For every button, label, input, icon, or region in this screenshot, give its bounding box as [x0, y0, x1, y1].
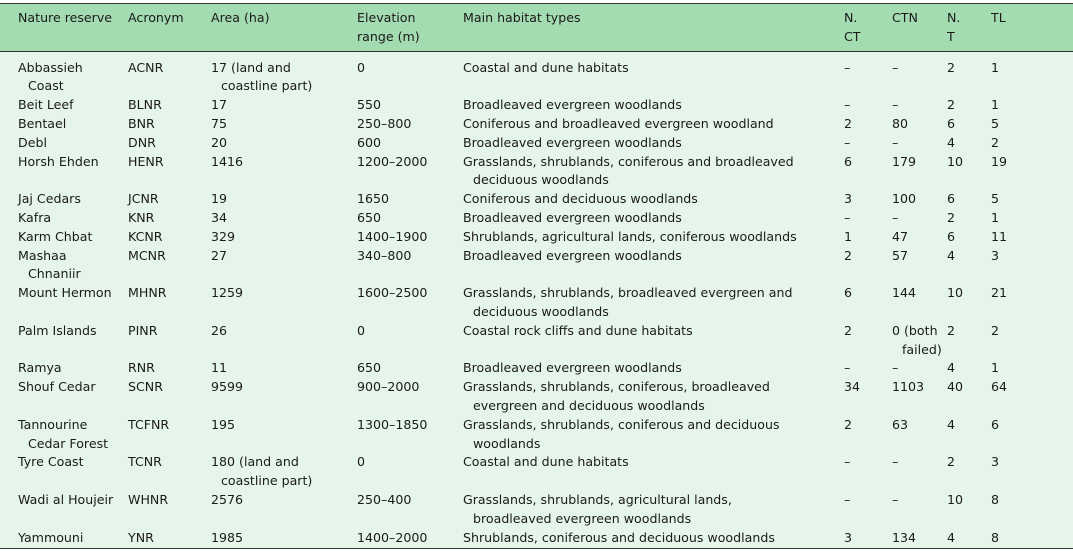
table-row: [0, 322, 1073, 360]
cell-main-habitat-types: Coastal and dune habitats: [463, 454, 629, 470]
cell-ctn: –: [892, 454, 899, 470]
cell-n-ct: 2: [844, 247, 853, 263]
cell-n-t: 10: [947, 491, 964, 507]
cell-main-habitat-types: Broadleaved evergreen woodlands: [463, 97, 682, 113]
cell-area: 17: [211, 97, 228, 113]
cell-elevation-range: 250–800: [357, 115, 412, 131]
cell-acronym: KNR: [128, 209, 155, 225]
table-row: [0, 359, 1073, 378]
column-header-nature-reserve: Nature reserve: [0, 4, 128, 52]
cell-area: 27: [211, 247, 228, 263]
cell-n-t: 6: [947, 228, 956, 244]
cell-n-t: 40: [947, 379, 964, 395]
cell-area: 195: [211, 416, 236, 432]
cell-elevation-range: 1600–2500: [357, 285, 428, 301]
cell-ctn: –: [892, 97, 899, 113]
table-row: [0, 378, 1073, 416]
column-header-acronym: Acronym: [128, 4, 211, 52]
cell-elevation-range: 1400–2000: [357, 529, 463, 549]
cell-elevation-range: 0: [357, 322, 366, 338]
cell-acronym: MCNR: [128, 247, 166, 263]
cell-n-ct: –: [844, 59, 851, 75]
cell-area: 9599: [211, 379, 244, 395]
cell-nature-reserve: Yammouni: [0, 529, 128, 549]
cell-main-habitat-types: Grasslands, shrublands, coniferous and broadleaved deciduous woodlands: [463, 153, 794, 188]
cell-nature-reserve: Karm Chbat: [18, 228, 93, 244]
cell-nature-reserve: Ramya: [18, 360, 62, 376]
cell-main-habitat-types: Grasslands, shrublands, coniferous, broadleaved evergreen and deciduous woodlands: [463, 379, 770, 413]
cell-tl: 1: [991, 360, 1000, 376]
table-row: [0, 134, 1073, 153]
cell-acronym: PINR: [128, 322, 158, 338]
cell-n-ct: 3: [844, 529, 892, 549]
table-row: [0, 247, 1073, 285]
cell-area: 1985: [211, 529, 357, 549]
cell-acronym: MHNR: [128, 285, 167, 301]
cell-acronym: DNR: [128, 134, 156, 150]
cell-ctn: 134: [892, 529, 947, 549]
cell-n-ct: 2: [844, 416, 853, 432]
table-row: [0, 529, 1073, 549]
table-row: [0, 190, 1073, 209]
cell-ctn: –: [892, 491, 899, 507]
cell-n-ct: –: [844, 134, 851, 150]
cell-ctn: 100: [892, 191, 917, 207]
cell-elevation-range: 650: [357, 209, 382, 225]
cell-n-t: 2: [947, 59, 956, 75]
cell-tl: 2: [991, 134, 1000, 150]
cell-ctn: 63: [892, 416, 909, 432]
cell-ctn: 1103: [892, 379, 925, 395]
cell-area: 1416: [211, 153, 244, 169]
table-row: [0, 153, 1073, 191]
cell-n-ct: 6: [844, 153, 853, 169]
cell-n-ct: 34: [844, 379, 861, 395]
cell-area: 11: [211, 360, 228, 376]
cell-area: 329: [211, 228, 236, 244]
cell-main-habitat-types: Grasslands, shrublands, broadleaved evergreen and deciduous woodlands: [463, 285, 793, 319]
cell-elevation-range: 250–400: [357, 491, 412, 507]
cell-elevation-range: 1200–2000: [357, 153, 428, 169]
cell-main-habitat-types: Shrublands, coniferous and deciduous woodlands: [463, 529, 844, 549]
cell-tl: 6: [991, 416, 1000, 432]
cell-acronym: TCFNR: [128, 416, 170, 432]
cell-nature-reserve: Mount Hermon: [18, 285, 112, 301]
cell-n-t: 4: [947, 134, 956, 150]
cell-nature-reserve: Horsh Ehden: [18, 153, 99, 169]
column-header-n-t: N. T: [947, 4, 991, 52]
column-header-area: Area (ha): [211, 4, 357, 52]
cell-nature-reserve: Shouf Cedar: [18, 379, 96, 395]
cell-nature-reserve: Bentael: [18, 115, 67, 131]
column-header-n-ct: N. CT: [844, 4, 892, 52]
table-row: [0, 209, 1073, 228]
cell-acronym: BLNR: [128, 97, 162, 113]
cell-tl: 5: [991, 115, 1000, 131]
cell-acronym: KCNR: [128, 228, 163, 244]
cell-acronym: ACNR: [128, 59, 164, 75]
cell-ctn: 0 (both failed): [892, 322, 942, 357]
column-header-ctn: CTN: [892, 4, 947, 52]
cell-area: 2576: [211, 491, 244, 507]
cell-ctn: –: [892, 209, 899, 225]
cell-n-ct: –: [844, 491, 851, 507]
cell-main-habitat-types: Broadleaved evergreen woodlands: [463, 247, 682, 263]
cell-acronym: HENR: [128, 153, 164, 169]
nature-reserves-table: [0, 3, 1073, 549]
cell-tl: 21: [991, 285, 1008, 301]
cell-main-habitat-types: Broadleaved evergreen woodlands: [463, 209, 682, 225]
cell-tl: 64: [991, 379, 1008, 395]
cell-tl: 19: [991, 153, 1008, 169]
cell-n-t: 6: [947, 115, 956, 131]
cell-nature-reserve: Tyre Coast: [18, 454, 84, 470]
cell-elevation-range: 550: [357, 97, 382, 113]
cell-area: 180 (land and coastline part): [211, 454, 313, 489]
cell-n-t: 4: [947, 529, 991, 549]
cell-elevation-range: 0: [357, 454, 366, 470]
cell-nature-reserve: Mashaa Chnaniir: [18, 247, 81, 282]
cell-area: 1259: [211, 285, 244, 301]
cell-acronym: BNR: [128, 115, 155, 131]
cell-nature-reserve: Beit Leef: [18, 97, 74, 113]
cell-tl: 3: [991, 247, 1000, 263]
cell-ctn: –: [892, 360, 899, 376]
cell-tl: 11: [991, 228, 1008, 244]
cell-nature-reserve: Palm Islands: [18, 322, 97, 338]
cell-n-t: 2: [947, 209, 956, 225]
cell-ctn: –: [892, 134, 899, 150]
cell-n-ct: 1: [844, 228, 853, 244]
cell-elevation-range: 900–2000: [357, 379, 420, 395]
cell-tl: 1: [991, 97, 1000, 113]
cell-area: 17 (land and coastline part): [211, 59, 313, 94]
cell-elevation-range: 0: [357, 59, 366, 75]
cell-n-ct: 3: [844, 191, 853, 207]
cell-tl: 1: [991, 59, 1000, 75]
cell-n-t: 10: [947, 285, 964, 301]
cell-n-t: 6: [947, 191, 956, 207]
cell-acronym: YNR: [128, 529, 211, 549]
cell-n-t: 4: [947, 247, 956, 263]
cell-n-t: 2: [947, 97, 956, 113]
cell-ctn: 80: [892, 115, 909, 131]
cell-ctn: 47: [892, 228, 909, 244]
cell-elevation-range: 1650: [357, 191, 390, 207]
cell-nature-reserve: Jaj Cedars: [18, 191, 81, 207]
cell-n-ct: –: [844, 360, 851, 376]
table-row: [0, 96, 1073, 115]
table-row: [0, 115, 1073, 134]
cell-acronym: SCNR: [128, 379, 163, 395]
cell-n-t: 4: [947, 360, 956, 376]
cell-nature-reserve: Abbassieh Coast: [18, 59, 83, 94]
cell-elevation-range: 650: [357, 360, 382, 376]
table-row: [0, 491, 1073, 529]
cell-area: 20: [211, 134, 228, 150]
cell-tl: 8: [991, 491, 1000, 507]
cell-main-habitat-types: Coastal and dune habitats: [463, 59, 629, 75]
cell-n-t: 10: [947, 153, 964, 169]
cell-nature-reserve: Tannourine Cedar Forest: [18, 416, 109, 451]
cell-n-ct: –: [844, 454, 851, 470]
column-header-main-habitat-types: Main habitat types: [463, 4, 844, 52]
cell-n-ct: 2: [844, 322, 853, 338]
cell-ctn: 179: [892, 153, 917, 169]
cell-acronym: WHNR: [128, 491, 169, 507]
cell-main-habitat-types: Grasslands, shrublands, agricultural lands, broadleaved evergreen woodlands: [463, 491, 732, 526]
cell-n-ct: 2: [844, 115, 853, 131]
cell-n-t: 2: [947, 322, 956, 338]
cell-area: 19: [211, 191, 228, 207]
cell-elevation-range: 600: [357, 134, 382, 150]
cell-area: 26: [211, 322, 228, 338]
cell-main-habitat-types: Broadleaved evergreen woodlands: [463, 360, 682, 376]
cell-nature-reserve: Kafra: [18, 209, 52, 225]
cell-main-habitat-types: Grasslands, shrublands, coniferous and deciduous woodlands: [463, 416, 780, 451]
cell-main-habitat-types: Shrublands, agricultural lands, coniferous woodlands: [463, 228, 797, 244]
cell-tl: 3: [991, 454, 1000, 470]
table-row: [0, 416, 1073, 454]
table-row: [0, 51, 1073, 96]
cell-acronym: TCNR: [128, 454, 162, 470]
cell-ctn: 144: [892, 285, 917, 301]
cell-n-t: 2: [947, 454, 956, 470]
cell-tl: 1: [991, 209, 1000, 225]
table-row: [0, 284, 1073, 322]
cell-ctn: –: [892, 59, 899, 75]
cell-main-habitat-types: Coniferous and broadleaved evergreen woodland: [463, 115, 774, 131]
cell-nature-reserve: Wadi al Houjeir: [18, 491, 114, 507]
cell-acronym: JCNR: [128, 191, 159, 207]
column-header-tl: TL: [991, 4, 1073, 52]
cell-n-ct: –: [844, 97, 851, 113]
cell-elevation-range: 340–800: [357, 247, 412, 263]
cell-n-ct: –: [844, 209, 851, 225]
table-row: [0, 453, 1073, 491]
cell-main-habitat-types: Coniferous and deciduous woodlands: [463, 191, 698, 207]
cell-elevation-range: 1400–1900: [357, 228, 428, 244]
cell-n-t: 4: [947, 416, 956, 432]
column-header-elevation-range: Elevation range (m): [357, 4, 463, 52]
cell-n-ct: 6: [844, 285, 853, 301]
header-row: [0, 4, 1073, 52]
cell-nature-reserve: Debl: [18, 134, 47, 150]
cell-ctn: 57: [892, 247, 909, 263]
cell-tl: 2: [991, 322, 1000, 338]
cell-area: 75: [211, 115, 228, 131]
cell-elevation-range: 1300–1850: [357, 416, 428, 432]
cell-tl: 8: [991, 529, 1073, 549]
cell-main-habitat-types: Coastal rock cliffs and dune habitats: [463, 322, 693, 338]
cell-area: 34: [211, 209, 228, 225]
cell-acronym: RNR: [128, 360, 155, 376]
table-row: [0, 228, 1073, 247]
cell-tl: 5: [991, 191, 1000, 207]
cell-main-habitat-types: Broadleaved evergreen woodlands: [463, 134, 682, 150]
